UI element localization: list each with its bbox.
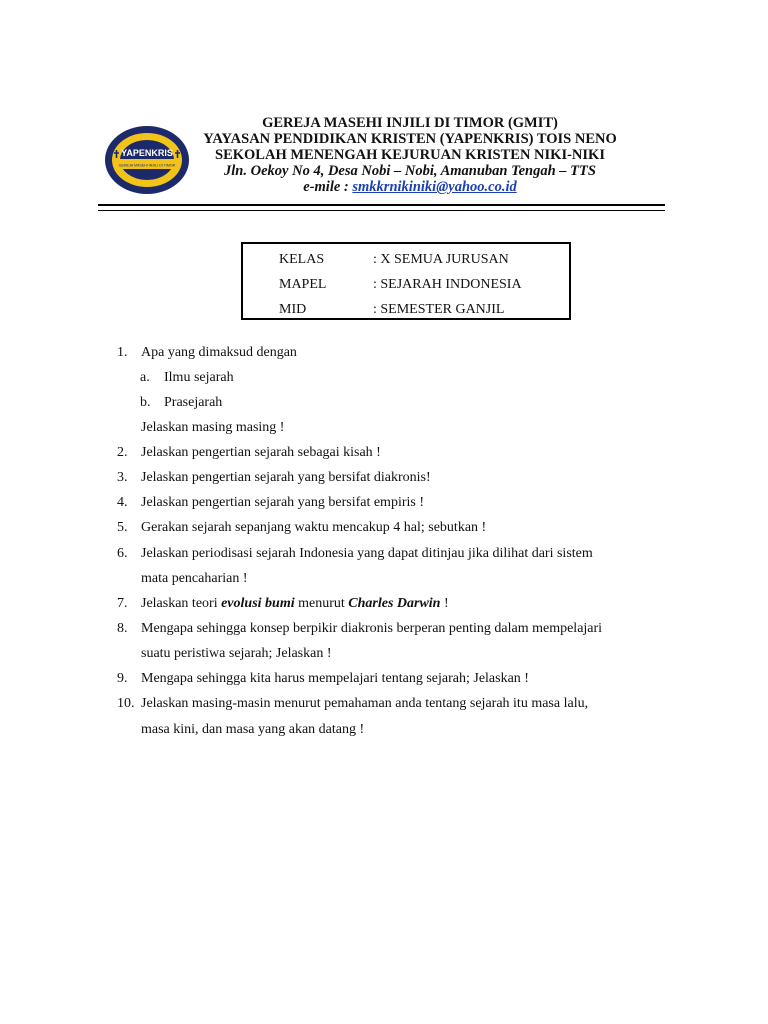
- question-1: [117, 345, 297, 361]
- header-foundation: YAYASAN PENDIDIKAN KRISTEN (YAPENKRIS) TOIS NENO: [203, 131, 617, 147]
- question-number: 2.: [117, 445, 128, 460]
- exam-info-box: [241, 242, 571, 320]
- question-10: [117, 696, 589, 712]
- info-key: KELAS: [279, 252, 325, 267]
- email-link[interactable]: smkkrnikiniki@yahoo.co.id: [352, 179, 517, 195]
- question-1-instruction: [141, 420, 284, 436]
- header-school: SEKOLAH MENENGAH KEJURUAN KRISTEN NIKI-NIKI: [215, 147, 605, 163]
- question-text: Mengapa sehingga konsep berpikir diakronis berperan penting dalam mempelajari: [141, 621, 603, 636]
- question-text: Jelaskan pengertian sejarah yang bersifat empiris !: [141, 495, 425, 510]
- question-10-continued: [141, 722, 364, 738]
- question-2: [117, 445, 381, 461]
- school-logo: [104, 125, 190, 195]
- header-rule-thick: [98, 204, 665, 206]
- question-number: 10.: [117, 696, 135, 711]
- header-rule-thin: [98, 210, 665, 211]
- info-row-mid: [279, 302, 504, 318]
- question-4: [117, 495, 425, 511]
- info-value: : X SEMUA JURUSAN: [373, 252, 509, 267]
- question-5: [117, 520, 487, 536]
- question-text: suatu peristiwa sejarah; Jelaskan !: [141, 646, 332, 661]
- logo-center-text: YAPENKRIS: [121, 148, 173, 158]
- info-row-kelas: [279, 252, 509, 268]
- question-number: 3.: [117, 470, 128, 485]
- option-text: Prasejarah: [164, 395, 223, 410]
- info-key: MAPEL: [279, 277, 327, 292]
- question-number: 7.: [117, 596, 128, 611]
- question-number: 9.: [117, 671, 128, 686]
- emphasis-evolusi-bumi: evolusi bumi: [221, 596, 295, 611]
- option-letter: a.: [140, 370, 150, 385]
- header-email-line: [190, 179, 630, 195]
- question-text: masa kini, dan masa yang akan datang !: [141, 722, 365, 737]
- question-text: mata pencaharian !: [141, 571, 248, 586]
- question-number: 6.: [117, 546, 128, 561]
- info-value: : SEJARAH INDONESIA: [373, 277, 522, 292]
- question-number: 5.: [117, 520, 128, 535]
- question-3: [117, 470, 431, 486]
- question-text: Gerakan sejarah sepanjang waktu mencakup 4 hal; sebutkan !: [141, 520, 487, 535]
- option-text: Ilmu sejarah: [164, 370, 234, 385]
- question-6-continued: [141, 571, 248, 587]
- question-text: Jelaskan masing-masin menurut pemahaman anda tentang sejarah itu masa lalu,: [141, 696, 589, 711]
- question-1a: [140, 370, 234, 386]
- header-address: Jln. Oekoy No 4, Desa Nobi – Nobi, Amanuban Tengah – TTS: [224, 163, 596, 179]
- question-text: !: [440, 596, 449, 611]
- question-1b: [140, 395, 223, 411]
- question-number: 4.: [117, 495, 128, 510]
- logo-ribbon-text: GEREJA MASEHI INJILI DI TIMOR: [118, 163, 176, 168]
- info-key: MID: [279, 302, 307, 317]
- header-church: GEREJA MASEHI INJILI DI TIMOR (GMIT): [262, 115, 558, 131]
- question-text: Jelaskan pengertian sejarah yang bersifat diakronis!: [141, 470, 431, 485]
- question-text: Mengapa sehingga kita harus mempelajari tentang sejarah; Jelaskan !: [141, 671, 529, 686]
- question-6: [117, 546, 593, 562]
- info-value: : SEMESTER GANJIL: [373, 302, 505, 317]
- question-text: Apa yang dimaksud dengan: [141, 345, 297, 360]
- info-row-mapel: [279, 277, 522, 293]
- question-8-continued: [141, 646, 332, 662]
- question-9: [117, 671, 529, 687]
- question-8: [117, 621, 603, 637]
- letterhead: [190, 115, 630, 195]
- question-number: 1.: [117, 345, 128, 360]
- email-label: e-mile :: [303, 179, 353, 195]
- emphasis-charles-darwin: Charles Darwin: [348, 596, 441, 611]
- question-7: [117, 596, 449, 612]
- option-letter: b.: [140, 395, 151, 410]
- question-text: Jelaskan periodisasi sejarah Indonesia yang dapat ditinjau jika dilihat dari sistem: [141, 546, 593, 561]
- question-text: Jelaskan masing masing !: [141, 420, 285, 435]
- question-text: Jelaskan teori: [141, 596, 222, 611]
- question-text: Jelaskan pengertian sejarah sebagai kisah !: [141, 445, 381, 460]
- question-number: 8.: [117, 621, 128, 636]
- question-text: menurut: [294, 596, 349, 611]
